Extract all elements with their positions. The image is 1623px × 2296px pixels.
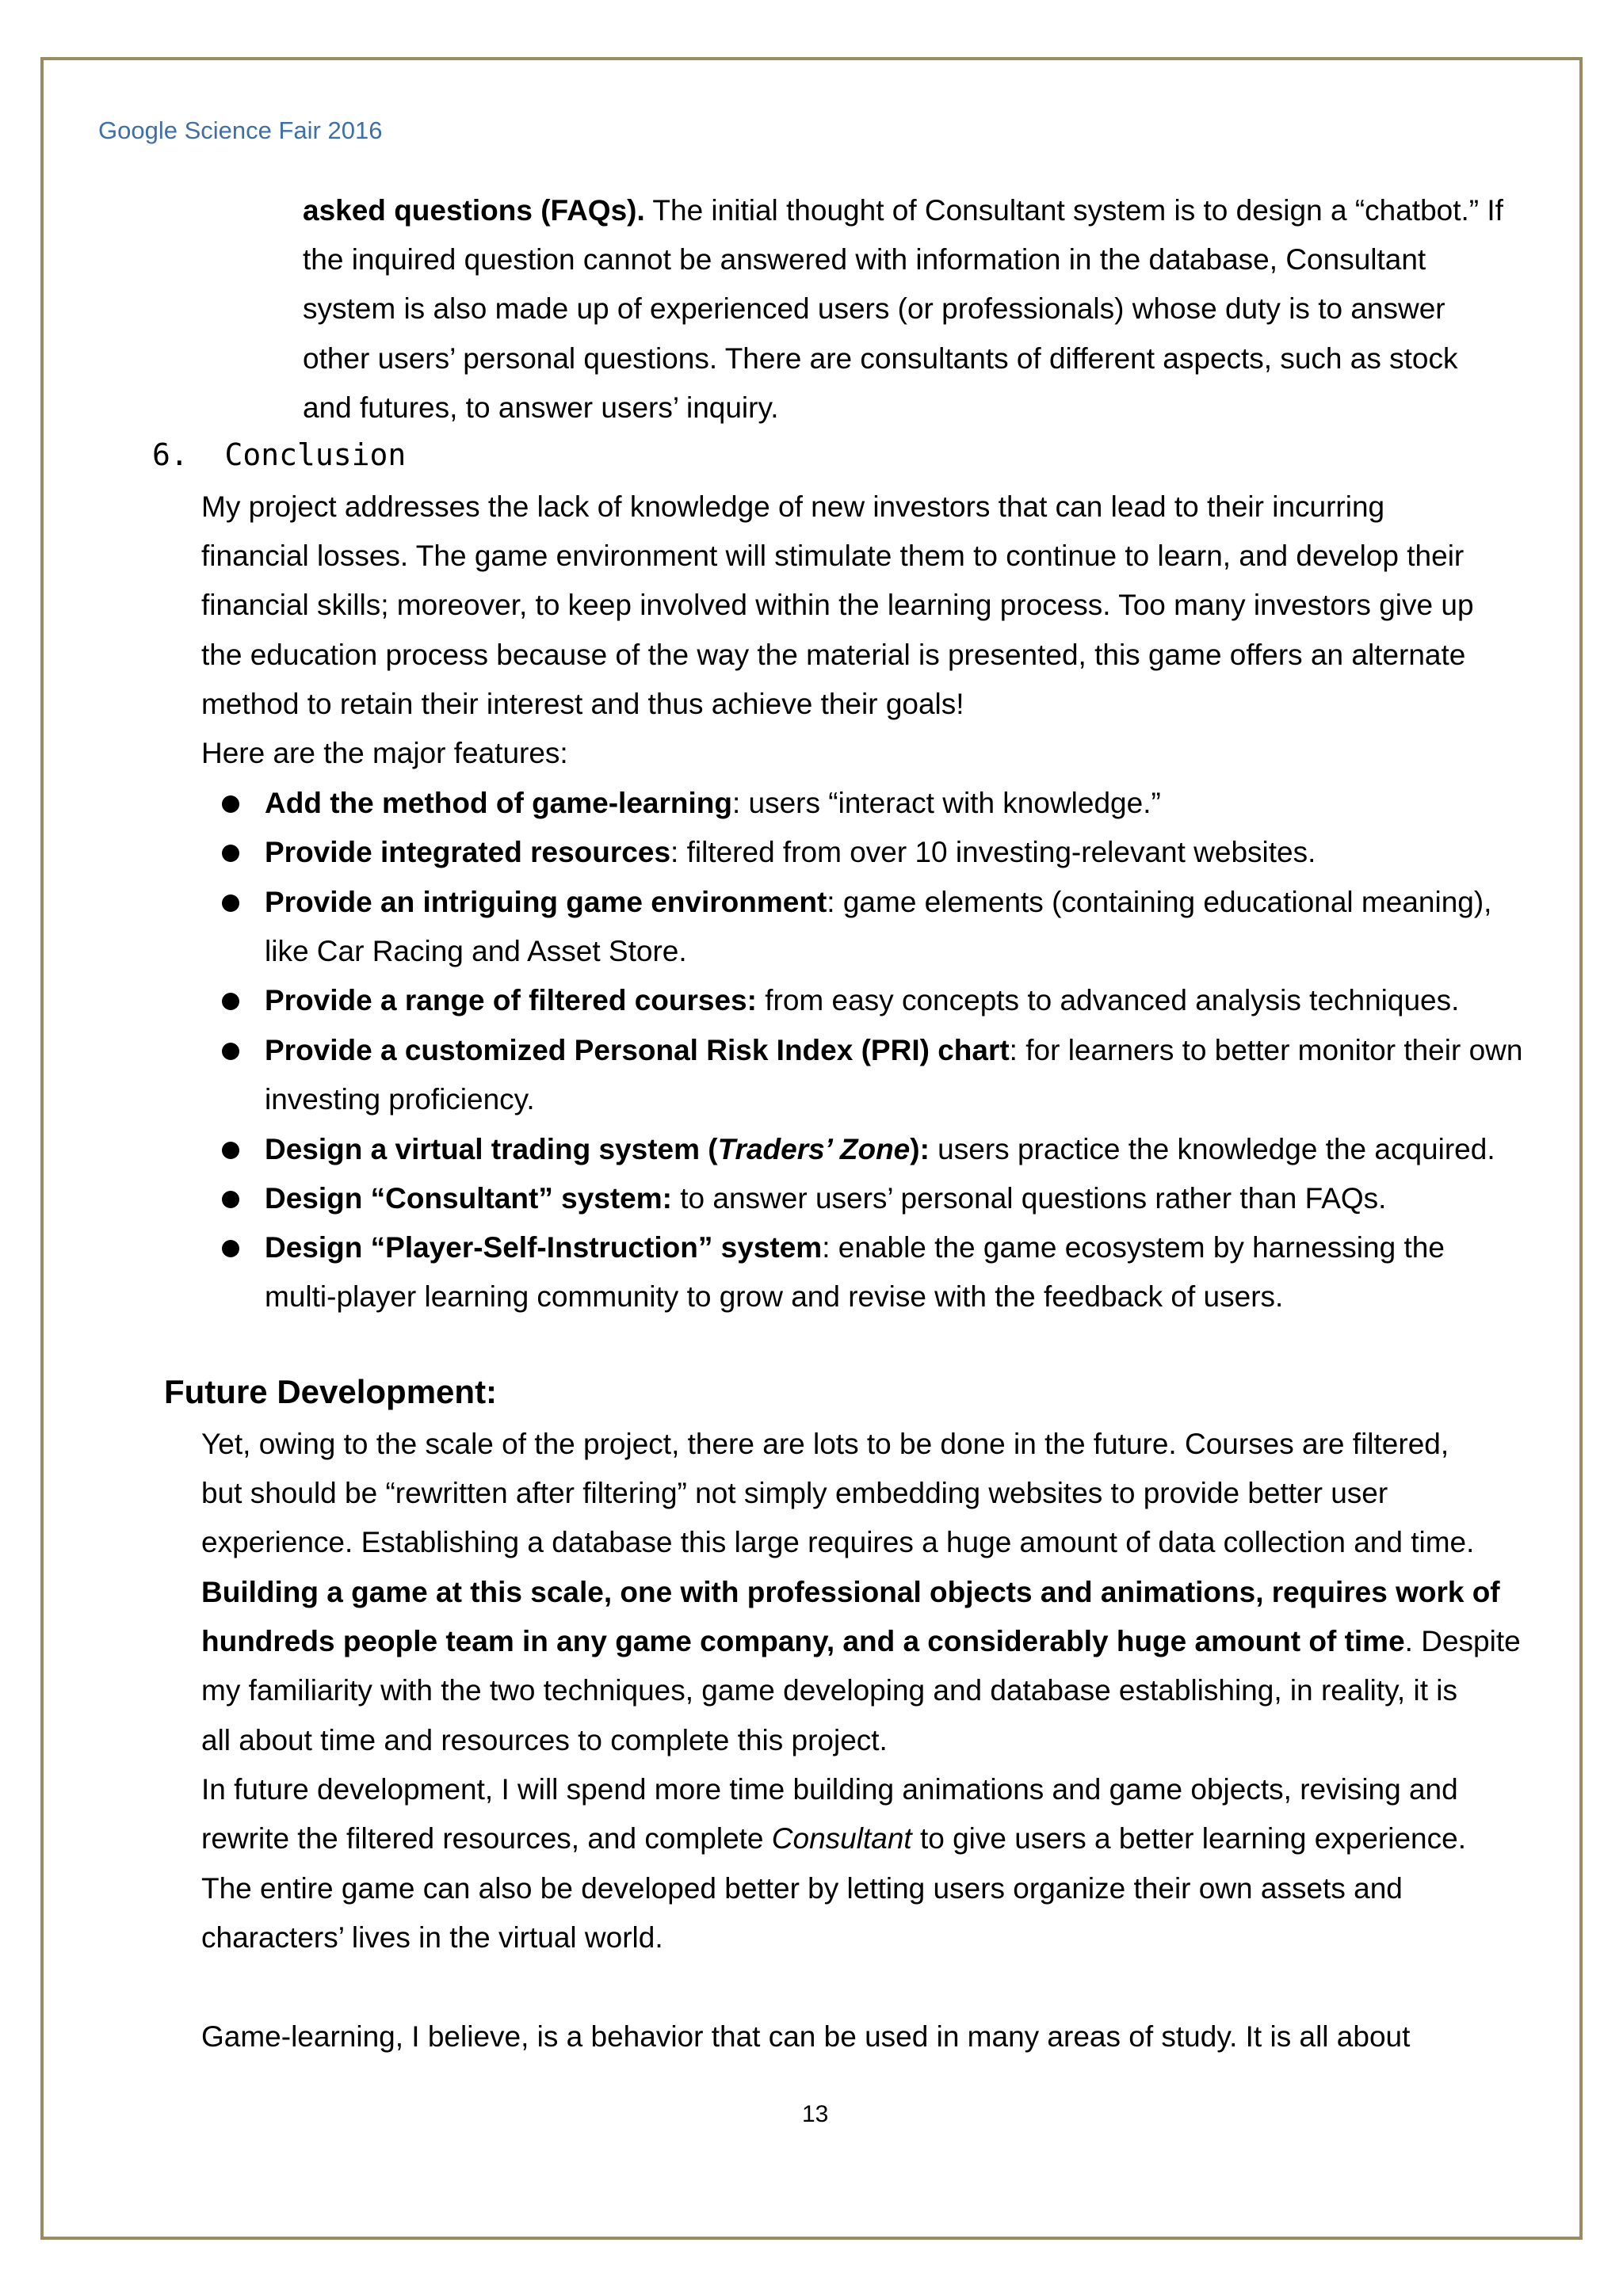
section-title: Conclusion — [224, 437, 407, 472]
future-line-3: experience. Establishing a database this large requires a huge amount of data collection and time. — [201, 1526, 1475, 1558]
feature-title: Provide a range of filtered courses: — [265, 984, 757, 1016]
future-p3-line-1: Game-learning, I believe, is a behavior that can be used in many areas of study. It is all about — [201, 2020, 1411, 2053]
bullet-icon — [222, 894, 239, 912]
bullet-icon — [222, 1142, 239, 1159]
intro-line-4: other users’ personal questions. There are consultants of different aspects, such as stock — [303, 342, 1458, 375]
bullet-icon — [222, 1240, 239, 1257]
future-line-6: my familiarity with the two techniques, game developing and database establishing, in reality, it is — [201, 1674, 1457, 1707]
feature-item-1 — [265, 785, 1161, 822]
feature-title: Design “Player-Self-Instruction” system — [265, 1231, 823, 1264]
future-p2-line-3: The entire game can also be developed better by letting users organize their own assets and — [201, 1872, 1403, 1905]
feature-title: Provide a customized Personal Risk Index (PRI) chart — [265, 1034, 1010, 1066]
feature-desc: : filtered from over 10 investing-relevant websites. — [670, 836, 1316, 868]
feature-title-italic: Traders’ Zone — [717, 1133, 911, 1165]
feature-item-3 — [265, 884, 1491, 921]
bullet-icon — [222, 1191, 239, 1208]
intro-line-5: and futures, to answer users’ inquiry. — [303, 391, 779, 424]
bullet-icon — [222, 1043, 239, 1060]
future-p2-line-2a: rewrite the filtered resources, and complete — [201, 1822, 772, 1855]
future-p2-line-1: In future development, I will spend more time building animations and game objects, revising and — [201, 1773, 1458, 1806]
feature-desc: to answer users’ personal questions rather than FAQs. — [671, 1182, 1387, 1215]
feature-item-3-cont: like Car Racing and Asset Store. — [265, 935, 687, 967]
future-line-5-bold: hundreds people team in any game company, and a considerably huge amount of time — [201, 1625, 1405, 1657]
faq-bold-text: asked questions (FAQs). — [303, 194, 645, 227]
section-heading-conclusion — [152, 437, 406, 472]
conclusion-line-5: method to retain their interest and thus achieve their goals! — [201, 688, 964, 720]
intro-line-2: the inquired question cannot be answered with information in the database, Consultant — [303, 243, 1426, 276]
feature-title: Design “Consultant” system: — [265, 1182, 672, 1215]
feature-desc: : for learners to better monitor their own — [1009, 1034, 1523, 1066]
future-line-4: Building a game at this scale, one with professional objects and animations, requires work of — [201, 1576, 1500, 1608]
feature-item-8-cont: multi-player learning community to grow and revise with the feedback of users. — [265, 1280, 1284, 1313]
section-number: 6. — [152, 437, 189, 472]
future-line-2: but should be “rewritten after filtering” not simply embedding websites to provide better user — [201, 1477, 1388, 1509]
feature-title: Design a virtual trading system ( — [265, 1133, 718, 1165]
feature-item-6 — [265, 1131, 1495, 1168]
feature-desc: : users “interact with knowledge.” — [731, 787, 1161, 819]
future-p2-line-4: characters’ lives in the virtual world. — [201, 1921, 663, 1954]
future-p2-line-2 — [201, 1821, 1466, 1857]
intro-line-1-rest: The initial thought of Consultant system is to design a “chatbot.” If — [644, 194, 1503, 227]
conclusion-line-4: the education process because of the way the material is presented, this game offers an alternate — [201, 639, 1466, 671]
feature-desc: users practice the knowledge the acquired. — [929, 1133, 1495, 1165]
future-line-5 — [201, 1623, 1521, 1660]
future-line-1: Yet, owing to the scale of the project, there are lots to be done in the future. Courses are filtered, — [201, 1428, 1449, 1460]
running-header: Google Science Fair 2016 — [98, 116, 383, 144]
conclusion-line-3: financial skills; moreover, to keep involved within the learning process. Too many investors give up — [201, 589, 1474, 621]
feature-title: Add the method of game-learning — [265, 787, 732, 819]
feature-item-7 — [265, 1180, 1386, 1217]
feature-title: Provide an intriguing game environment — [265, 886, 827, 918]
future-line-7: all about time and resources to complete this project. — [201, 1724, 888, 1756]
feature-title: Provide integrated resources — [265, 836, 671, 868]
feature-title-end: ): — [910, 1133, 930, 1165]
feature-desc: from easy concepts to advanced analysis techniques. — [756, 984, 1460, 1016]
bullet-icon — [222, 845, 239, 862]
feature-item-8 — [265, 1230, 1445, 1266]
intro-line-3: system is also made up of experienced users (or professionals) whose duty is to answer — [303, 292, 1445, 325]
feature-item-2 — [265, 834, 1316, 871]
consultant-italic: Consultant — [771, 1822, 912, 1855]
conclusion-line-1: My project addresses the lack of knowledge of new investors that can lead to their incurring — [201, 490, 1385, 523]
page-number: 13 — [802, 2101, 829, 2127]
feature-item-5-cont: investing proficiency. — [265, 1083, 535, 1116]
future-line-5-rest: . Despite — [1404, 1625, 1521, 1657]
future-development-heading: Future Development: — [164, 1373, 498, 1410]
feature-item-4 — [265, 982, 1459, 1019]
intro-line-1 — [303, 193, 1503, 229]
features-intro: Here are the major features: — [201, 737, 568, 769]
future-p2-line-2b: to give users a better learning experience. — [911, 1822, 1466, 1855]
bullet-icon — [222, 993, 239, 1010]
feature-item-5 — [265, 1032, 1522, 1069]
bullet-icon — [222, 795, 239, 813]
feature-desc: : enable the game ecosystem by harnessing the — [822, 1231, 1445, 1264]
conclusion-line-2: financial losses. The game environment will stimulate them to continue to learn, and develop their — [201, 540, 1465, 572]
feature-desc: : game elements (containing educational meaning), — [827, 886, 1492, 918]
